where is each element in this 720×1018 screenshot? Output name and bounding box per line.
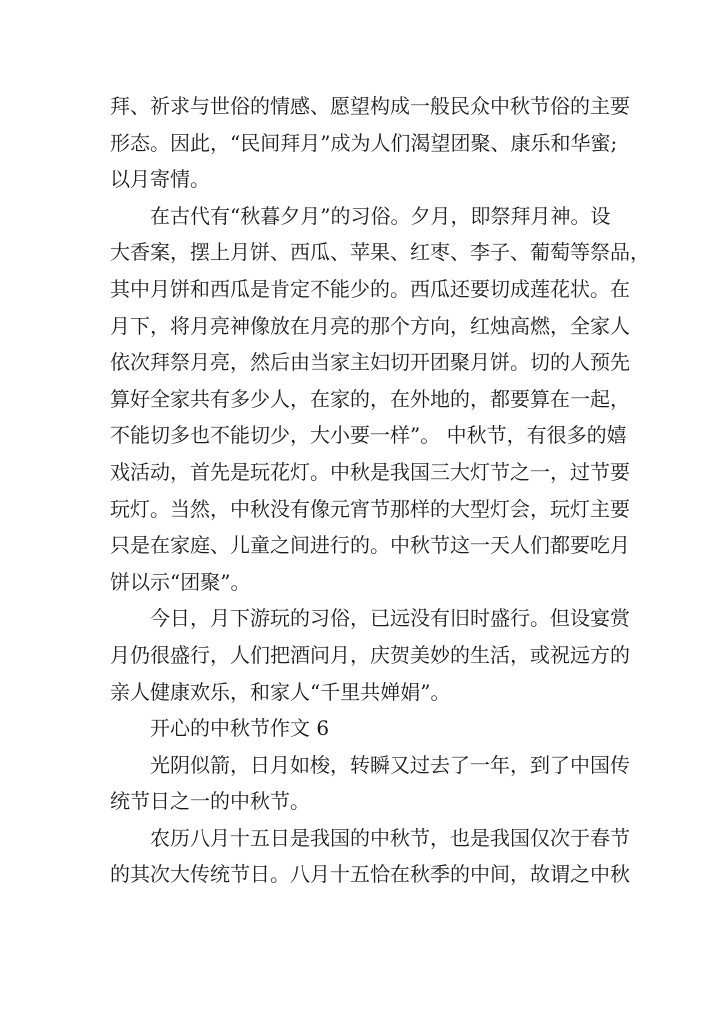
text-line: 以月寄情。 [110,167,210,192]
text-line: 亲人健康欢乐，和家人“千里共婵娟”。 [110,679,451,704]
text-line: 只是在家庭、儿童之间进行的。中秋节这一天人们都要吃月 [110,533,630,558]
text-line: 不能切多也不能切少，大小要一样”。 中秋节，有很多的嬉 [110,423,627,448]
text-line: 戏活动，首先是玩花灯。中秋是我国三大灯节之一，过节要 [110,459,630,484]
text-line: 玩灯。当然，中秋没有像元宵节那样的大型灯会，玩灯主要 [110,496,630,521]
text-line: 今日，月下游玩的习俗，已远没有旧时盛行。但设宴赏 [150,606,630,631]
text-line: 拜、祈求与世俗的情感、愿望构成一般民众中秋节俗的主要 [110,94,630,118]
text-line: 光阴似箭，日月如梭，转瞬又过去了一年，到了中国传 [150,752,630,777]
text-line: 其中月饼和西瓜是肯定不能少的。西瓜还要切成莲花状。在 [110,276,630,301]
text-line: 形态。因此，“民间拜月”成为人们渴望团聚、康乐和华蜜; [110,130,618,155]
document-body [110,88,650,893]
text-line: 在古代有“秋暮夕月”的习俗。夕月，即祭拜月神。设 [150,203,611,228]
text-line: 的其次大传统节日。八月十五恰在秋季的中间，故谓之中秋 [110,862,630,887]
text-line: 月仍很盛行，人们把酒问月，庆贺美妙的生活，或祝远方的 [110,642,630,667]
paragraph [110,88,630,198]
text-line: 算好全家共有多少人，在家的，在外地的，都要算在一起， [110,386,630,411]
text-line: 农历八月十五日是我国的中秋节，也是我国仅次于春节 [150,825,630,850]
paragraph [110,820,630,893]
text-line: 大香案，摆上月饼、西瓜、苹果、红枣、李子、葡萄等祭品， [110,240,650,265]
text-line: 依次拜祭月亮，然后由当家主妇切开团聚月饼。切的人预先 [110,350,630,375]
paragraph [110,198,650,601]
section-heading [110,710,610,747]
text-line: 开心的中秋节作文 6 [150,716,330,741]
paragraph [110,747,630,820]
paragraph [110,600,630,710]
text-line: 月下，将月亮神像放在月亮的那个方向，红烛高燃，全家人 [110,313,630,338]
text-line: 统节日之一的中秋节。 [110,789,310,814]
text-line: 饼以示“团聚”。 [110,569,251,594]
